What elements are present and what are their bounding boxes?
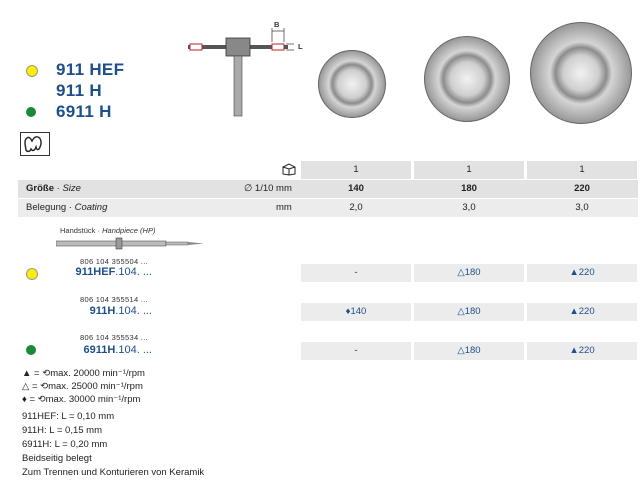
disc-dimension-diagram	[180, 18, 310, 128]
dimension-l-label: L	[298, 42, 303, 51]
dimension-b-label: B	[274, 20, 280, 29]
yellow-dot-911hef	[26, 65, 38, 77]
product-6911h-cell-220: ▲220	[527, 342, 637, 360]
disc-image-180	[424, 36, 510, 122]
disc-image-220	[530, 22, 632, 124]
product-911h-cell-180: △180	[414, 303, 524, 321]
product-code-911hef: 806 104 355504 ...	[80, 257, 148, 266]
footer-l-911hef: 911HEF: L = 0,10 mm	[22, 411, 115, 422]
disc-image-140	[318, 50, 386, 118]
size-value-180: 180	[414, 180, 524, 198]
size-value-140: 140	[301, 180, 411, 198]
handpiece-label: Handstück · Handpiece (HP)	[60, 226, 156, 235]
product-code-6911h: 806 104 355534 ...	[80, 333, 148, 342]
ceramic-material-icon	[20, 132, 50, 156]
size-unit: ∅ 1/10 mm	[244, 183, 292, 194]
footer-purpose: Zum Trennen und Konturieren von Keramik	[22, 467, 205, 478]
product-ref-911hef: 911HEF.104. ...	[75, 266, 152, 278]
size-row	[18, 180, 638, 198]
coating-row	[18, 199, 638, 217]
footer-double-sided: Beidseitig belegt	[22, 453, 92, 464]
footer-l-6911h: 6911H: L = 0,20 mm	[22, 439, 108, 450]
product-ref-6911h: 6911H.104. ...	[83, 344, 152, 356]
model-title-911h: 911 H	[56, 81, 102, 100]
size-label: Größe · Size	[26, 183, 81, 194]
pack-value-220: 1	[527, 161, 637, 179]
coating-value-180: 3,0	[414, 199, 524, 217]
green-dot-6911h	[26, 107, 36, 117]
size-value-220: 220	[527, 180, 637, 198]
footer-l-911h: 911H: L = 0,15 mm	[22, 425, 102, 436]
product-911h-cell-140: ♦140	[301, 303, 411, 321]
product-ref-911h: 911H.104. ...	[89, 305, 152, 317]
footer-rpm-25000: △ = ⟲max. 25000 min⁻¹/rpm	[22, 381, 143, 392]
product-6911h-cell-140: -	[301, 342, 411, 360]
handpiece-shank-icon	[56, 236, 206, 252]
coating-label: Belegung · Coating	[26, 202, 108, 213]
model-title-911hef: 911 HEF	[56, 60, 125, 79]
model-title-6911h: 6911 H	[56, 102, 112, 121]
coating-unit: mm	[276, 202, 292, 213]
package-icon	[282, 163, 296, 176]
product-code-911h: 806 104 355514 ...	[80, 295, 148, 304]
product-6911h-cell-180: △180	[414, 342, 524, 360]
product-911hef-cell-140: -	[301, 264, 411, 282]
footer-rpm-20000: ▲ = ⟲max. 20000 min⁻¹/rpm	[22, 368, 145, 379]
product-911hef-cell-220: ▲220	[527, 264, 637, 282]
pack-row	[18, 161, 638, 179]
footer-rpm-30000: ♦ = ⟲max. 30000 min⁻¹/rpm	[22, 394, 141, 405]
pack-value-180: 1	[414, 161, 524, 179]
product-911h-cell-220: ▲220	[527, 303, 637, 321]
coating-value-140: 2,0	[301, 199, 411, 217]
product-911hef-cell-180: △180	[414, 264, 524, 282]
pack-value-140: 1	[301, 161, 411, 179]
coating-value-220: 3,0	[527, 199, 637, 217]
